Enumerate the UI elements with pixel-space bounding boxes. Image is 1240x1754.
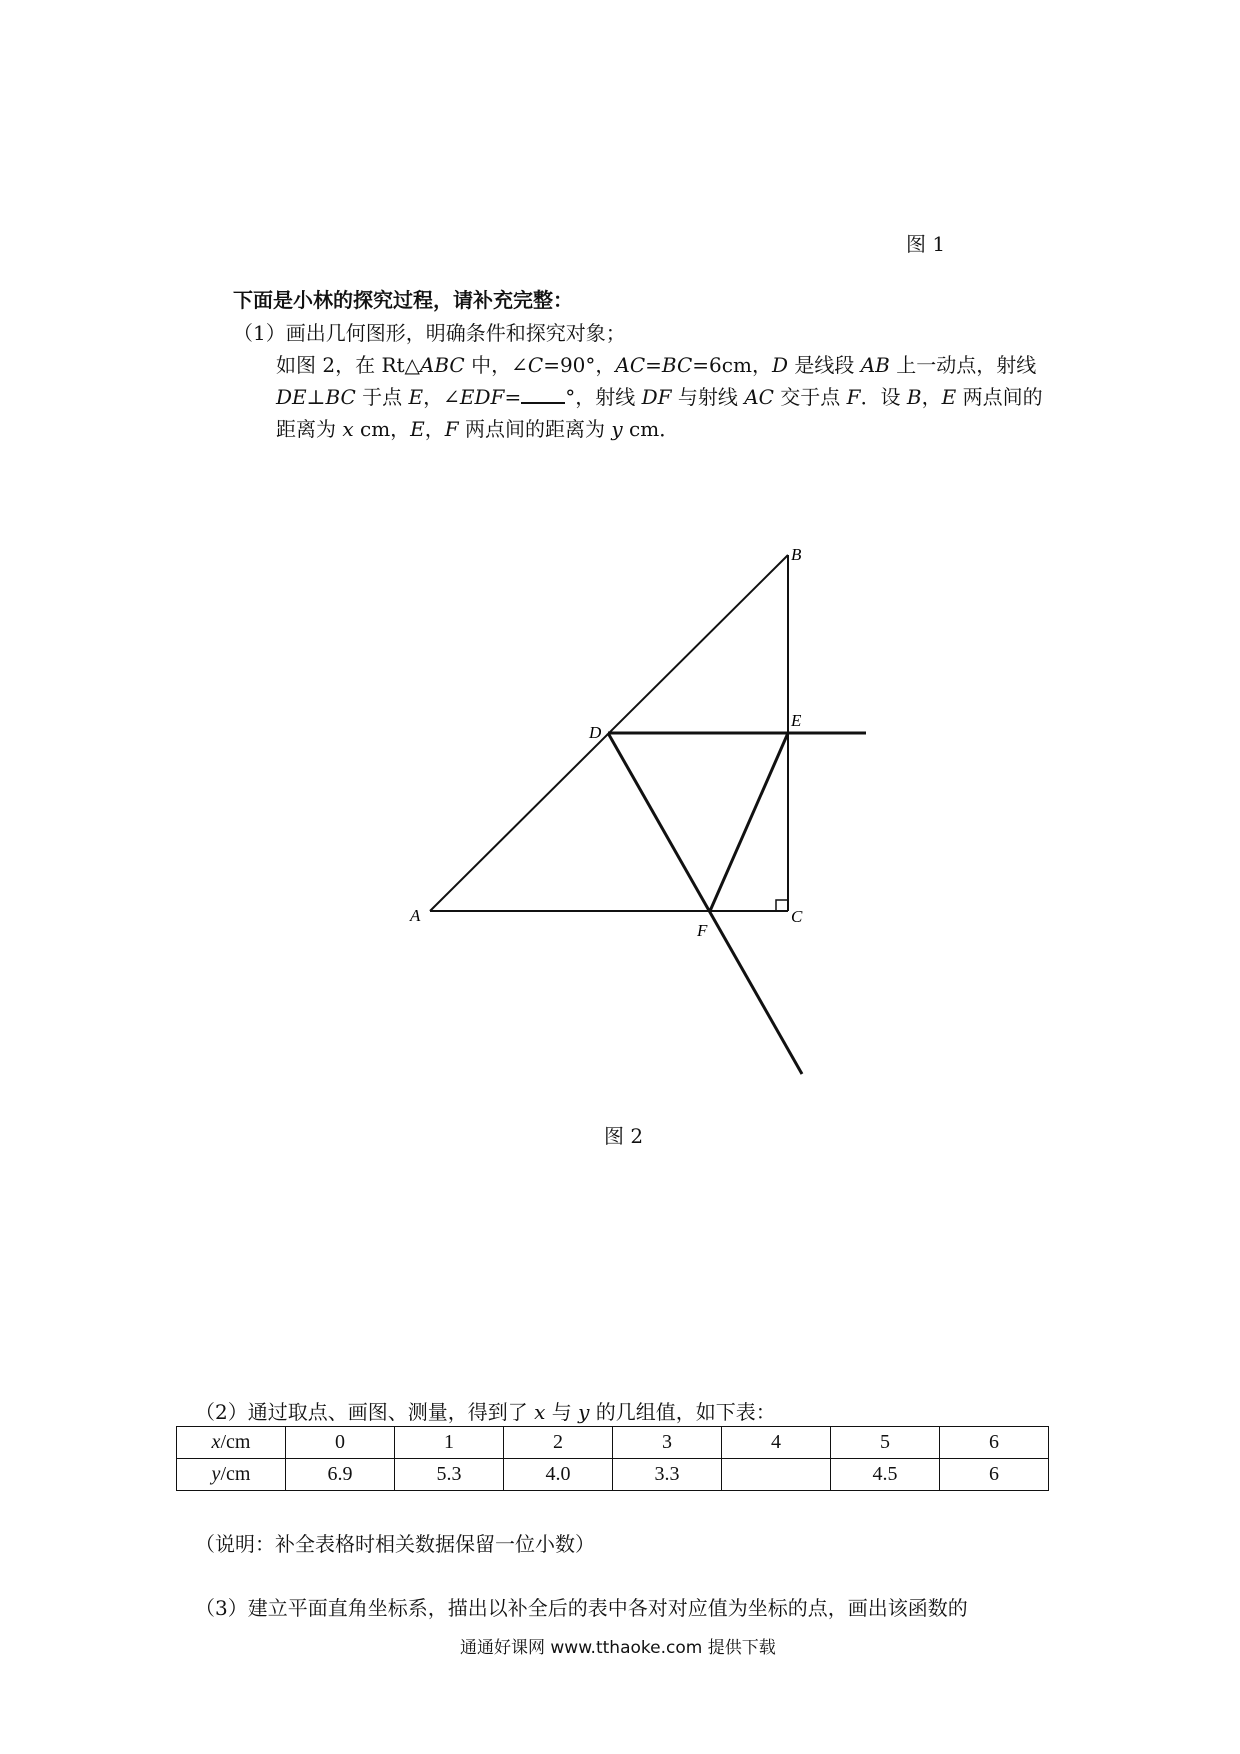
step3-text: （3）建立平面直角坐标系，描出以补全后的表中各对对应值为坐标的点，画出该函数的 [195, 1596, 968, 1620]
xy-value-table [176, 1426, 1049, 1491]
x-cell: 3 [613, 1427, 722, 1459]
x-cell: 1 [395, 1427, 504, 1459]
label-a: A [410, 906, 421, 925]
ray-df [608, 733, 802, 1074]
y-cell: 6 [940, 1459, 1049, 1491]
label-f: F [697, 921, 708, 940]
figure-2-caption: 图 2 [604, 1124, 644, 1148]
x-cell: 6 [940, 1427, 1049, 1459]
step1-title: （1）画出几何图形，明确条件和探究对象； [233, 321, 626, 345]
y-cell: 3.3 [613, 1459, 722, 1491]
y-cell: 6.9 [286, 1459, 395, 1491]
y-header-cell: y/cm [177, 1459, 286, 1491]
y-cell-blank[interactable] [722, 1459, 831, 1491]
step2-text: （2）通过取点、画图、测量，得到了 x 与 y 的几组值，如下表： [195, 1400, 776, 1424]
x-cell: 4 [722, 1427, 831, 1459]
x-cell: 2 [504, 1427, 613, 1459]
step1-line3: 距离为 x cm，E，F 两点间的距离为 y cm． [276, 417, 680, 441]
x-cell: 0 [286, 1427, 395, 1459]
x-cell: 5 [831, 1427, 940, 1459]
label-c: C [791, 907, 803, 926]
segment-ef [710, 733, 788, 911]
step1-line1: 如图 2，在 Rt△ABC 中，∠C=90°，AC=BC=6cm，D 是线段 AB 上一动点，射线 [276, 353, 1037, 377]
table-row-y [177, 1459, 1049, 1491]
x-header-cell: x/cm [177, 1427, 286, 1459]
table-row-x [177, 1427, 1049, 1459]
note-text: （说明：补全表格时相关数据保留一位小数） [195, 1532, 595, 1556]
y-cell: 5.3 [395, 1459, 504, 1491]
y-cell: 4.5 [831, 1459, 940, 1491]
intro-heading: 下面是小林的探究过程，请补充完整： [233, 288, 573, 312]
page-footer: 通通好课网 www.tthaoke.com 提供下载 [460, 1638, 776, 1658]
label-b: B [791, 545, 802, 564]
y-cell: 4.0 [504, 1459, 613, 1491]
step1-line2: DE⊥BC 于点 E，∠EDF= °，射线 DF 与射线 AC 交于点 F．设 B，E 两点间的 [276, 385, 1043, 409]
figure-1-caption: 图 1 [906, 232, 946, 256]
right-angle-mark [776, 900, 787, 911]
label-d: D [589, 723, 602, 742]
label-e: E [791, 711, 802, 730]
